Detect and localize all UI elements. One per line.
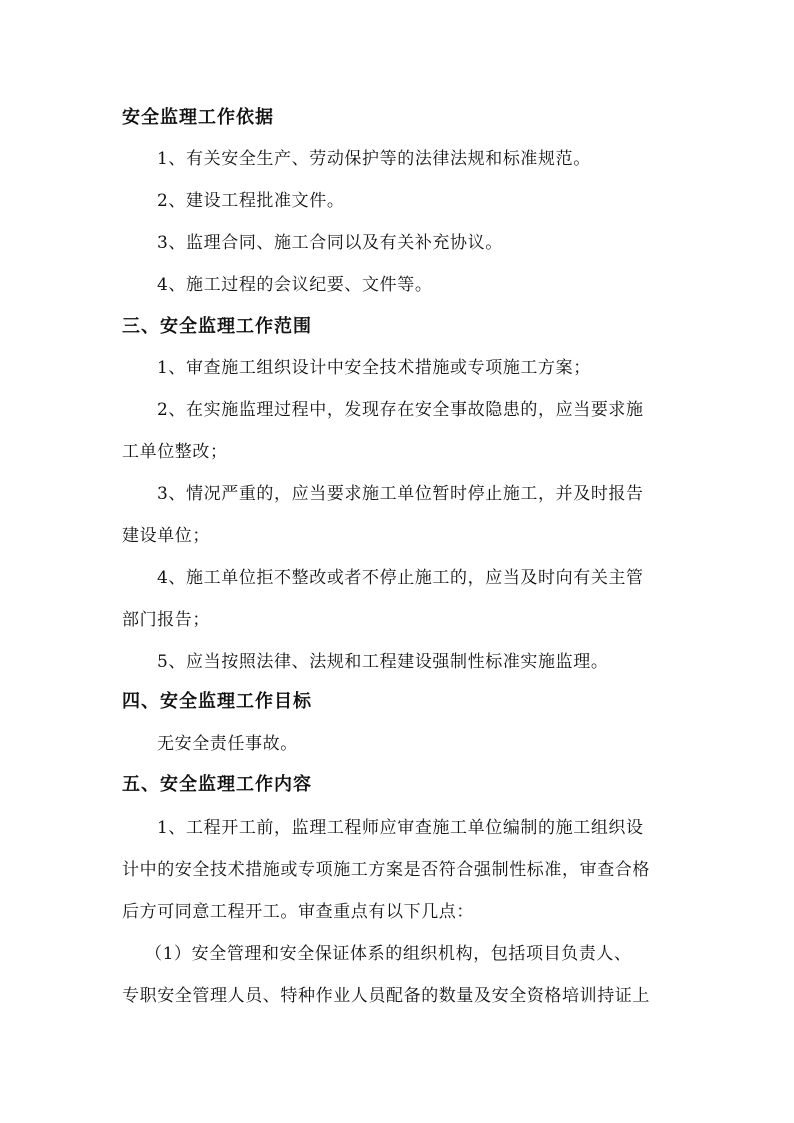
basis-item-2: 2、建设工程批准文件。 xyxy=(157,191,345,211)
content-sub-1-line-1: （1）安全管理和安全保证体系的组织机构，包括项目负责人、 xyxy=(145,944,632,964)
content-item-1-line-3: 后方可同意工程开工。审查重点有以下几点： xyxy=(122,902,474,922)
scope-item-2-line-1: 2、在实施监理过程中，发现存在安全事故隐患的，应当要求施 xyxy=(157,400,644,420)
scope-item-2-line-2: 工单位整改； xyxy=(122,442,228,462)
content-sub-1-line-2: 专职安全管理人员、特种作业人员配备的数量及安全资格培训持证上 xyxy=(122,986,650,1006)
scope-item-4-line-2: 部门报告； xyxy=(122,610,210,630)
basis-item-4: 4、施工过程的会议纪要、文件等。 xyxy=(157,275,433,295)
section-heading-content: 五、安全监理工作内容 xyxy=(122,774,312,795)
section-heading-basis: 安全监理工作依据 xyxy=(122,107,274,128)
scope-item-3-line-2: 建设单位； xyxy=(122,526,210,546)
scope-item-1: 1、审查施工组织设计中安全技术措施或专项施工方案； xyxy=(157,358,591,378)
basis-item-3: 3、监理合同、施工合同以及有关补充协议。 xyxy=(157,233,503,253)
content-item-1-line-1: 1、工程开工前，监理工程师应审查施工单位编制的施工组织设 xyxy=(157,818,644,838)
section-heading-scope: 三、安全监理工作范围 xyxy=(122,316,312,337)
scope-item-3-line-1: 3、情况严重的，应当要求施工单位暂时停止施工，并及时报告 xyxy=(157,484,644,504)
basis-item-1: 1、有关安全生产、劳动保护等的法律法规和标准规范。 xyxy=(157,149,591,169)
content-item-1-line-2: 计中的安全技术措施或专项施工方案是否符合强制性标准，审查合格 xyxy=(122,860,650,880)
scope-item-5: 5、应当按照法律、法规和工程建设强制性标准实施监理。 xyxy=(157,652,609,672)
goal-text: 无安全责任事故。 xyxy=(157,734,298,754)
scope-item-4-line-1: 4、施工单位拒不整改或者不停止施工的，应当及时向有关主管 xyxy=(157,568,644,588)
section-heading-goal: 四、安全监理工作目标 xyxy=(122,691,312,712)
